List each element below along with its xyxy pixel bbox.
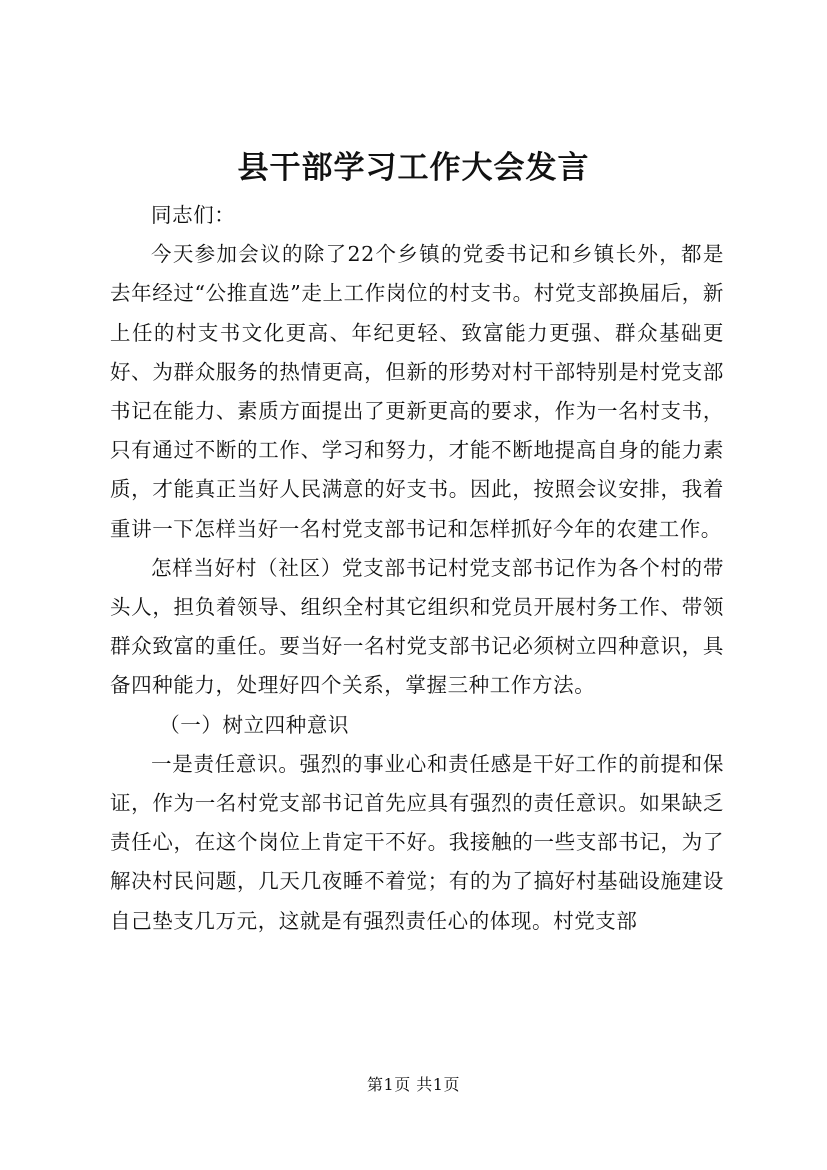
document-body <box>110 196 724 941</box>
page-footer: 第1页 共1页 <box>367 1075 460 1094</box>
section-subheading: （一）树立四种意识 <box>159 712 350 737</box>
paragraph-responsibility: 一是责任意识。强烈的事业心和责任感是干好工作的前提和保证，作为一名村党支部书记首先应具有强烈的责任意识。如果缺乏责任心，在这个岗位上肯定干不好。我接触的一些支部书记，为了解决村民问题，几天几夜睡不着觉；有的为了搞好村基础设施建设自己垫支几万元，这就是有强烈责任心的体现。村党支部 <box>110 751 724 933</box>
document-title: 县干部学习工作大会发言 <box>237 150 590 186</box>
salutation: 同志们： <box>151 203 236 227</box>
paragraph-how-to: 怎样当好村（社区）党支部书记村党支部书记作为各个村的带头人，担负着领导、组织全村其它组织和党员开展村务工作、带领群众致富的重任。要当好一名村党支部书记必须树立四种意识，具备四种能力，处理好四个关系，掌握三种工作方法。 <box>110 555 724 698</box>
paragraph-intro: 今天参加会议的除了22个乡镇的党委书记和乡镇长外，都是去年经过“公推直选”走上工作岗位的村支书。村党支部换届后，新上任的村支书文化更高、年纪更轻、致富能力更强、群众基础更好、为群众服务的热情更高，但新的形势对村干部特别是村党支部书记在能力、素质方面提出了更新更高的要求，作为一名村支书，只有通过不断的工作、学习和努力，才能不断地提高自身的能力素质，才能真正当好人民满意的好支书。因此，按照会议安排，我着重讲一下怎样当好一名村党支部书记和怎样抓好今年的农建工作。 <box>110 242 724 541</box>
